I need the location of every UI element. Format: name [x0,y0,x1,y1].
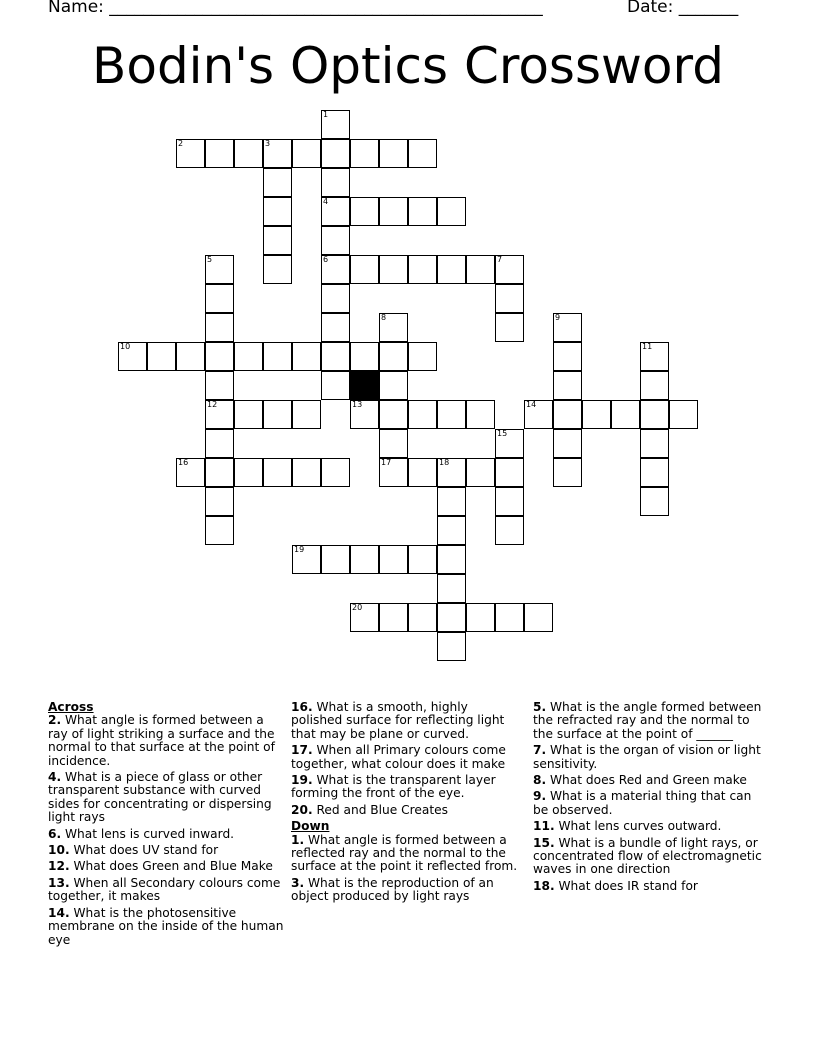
clue-number-label: 20. [291,802,313,817]
page-title: Bodin's Optics Crossword [92,37,724,95]
clue-item [533,744,769,771]
clue-item [48,877,284,904]
clue-column-1 [48,701,284,950]
clue-item [291,834,519,874]
grid-cell[interactable] [321,545,350,574]
clue-number-label: 18. [533,878,555,893]
grid-cell[interactable] [176,458,205,487]
clue-number: 20 [352,603,363,612]
grid-cell[interactable] [205,313,234,342]
clue-number-label: 1. [291,832,305,847]
grid-cell[interactable] [437,458,466,487]
clue-number: 17 [381,458,392,467]
grid-cell[interactable] [292,458,321,487]
grid-cell[interactable] [379,400,408,429]
grid-cell[interactable] [553,371,582,400]
clue-item [533,880,769,893]
clue-item [533,774,769,787]
grid-cell[interactable] [524,400,553,429]
grid-cell[interactable] [466,603,495,632]
grid-cell[interactable] [321,255,350,284]
grid-cell[interactable] [640,400,669,429]
grid-cell[interactable] [321,371,350,400]
grid-cell[interactable] [234,400,263,429]
clue-number-label: 10. [48,843,70,858]
grid-cell[interactable] [437,516,466,545]
clue-text: Red and Blue Creates [316,802,448,817]
grid-cell[interactable] [205,429,234,458]
clue-number: 2 [178,139,184,148]
clue-number-label: 8. [533,773,547,788]
clue-number: 3 [265,139,271,148]
clue-number-label: 12. [48,859,70,874]
grid-cell[interactable] [466,400,495,429]
grid-cell[interactable] [147,342,176,371]
grid-cell[interactable] [669,400,698,429]
grid-cell[interactable] [350,255,379,284]
clue-number-label: 7. [533,743,547,758]
clue-number: 18 [439,458,450,467]
grid-cell[interactable] [437,603,466,632]
grid-cell[interactable] [350,342,379,371]
clue-text: What is a bundle of light rays, or concentrated flow of electromagnetic waves in one direction [533,835,762,877]
grid-cell[interactable] [379,313,408,342]
grid-cell[interactable] [437,400,466,429]
clue-number: 4 [323,197,329,206]
grid-cell[interactable] [263,400,292,429]
grid-cell[interactable] [379,197,408,226]
grid-cell[interactable] [495,313,524,342]
clue-column-3 [533,701,769,896]
grid-cell[interactable] [553,429,582,458]
clue-item [291,744,519,771]
grid-cell[interactable] [408,458,437,487]
grid-cell[interactable] [321,458,350,487]
grid-cell[interactable] [292,342,321,371]
clue-number-label: 9. [533,789,547,804]
clue-item [48,714,284,768]
grid-cell[interactable] [205,284,234,313]
clue-item [533,701,769,741]
grid-cell[interactable] [263,168,292,197]
clue-number: 15 [497,429,508,438]
clue-item [533,837,769,877]
section-heading-down: Down [291,819,330,834]
grid-cell[interactable] [292,139,321,168]
grid-cell[interactable] [379,603,408,632]
clue-text: What is the reproduction of an object produced by light rays [291,875,494,904]
clue-item [291,877,519,904]
grid-cell[interactable] [263,255,292,284]
grid-cell[interactable] [437,574,466,603]
clue-number-label: 5. [533,700,547,714]
grid-cell[interactable] [205,342,234,371]
grid-cell[interactable] [176,342,205,371]
grid-cell[interactable] [640,458,669,487]
grid-cell[interactable] [379,545,408,574]
clue-item [533,820,769,833]
clue-number-label: 11. [533,819,555,834]
clue-text: What is the angle formed between the refracted ray and the normal to the surface at the point of ______ [533,700,762,741]
grid-cell[interactable] [205,371,234,400]
grid-cell[interactable] [495,487,524,516]
grid-cell[interactable] [437,487,466,516]
grid-cell[interactable] [640,342,669,371]
clue-text: What angle is formed between a reflected ray and the normal to the surface at the point it reflected from. [291,832,518,874]
grid-cell[interactable] [321,168,350,197]
grid-cell[interactable] [118,342,147,371]
clue-text: What does Green and Blue Make [73,859,273,874]
grid-cell[interactable] [408,400,437,429]
clue-number: 11 [642,342,653,351]
clue-text: What does UV stand for [73,843,219,858]
grid-cell[interactable] [379,139,408,168]
clue-text: What lens is curved inward. [65,826,235,841]
clue-item [291,701,519,741]
grid-cell[interactable] [350,603,379,632]
clue-text: What is a piece of glass or other transparent substance with curved sides for concentrating or dispersing light rays [48,770,272,825]
grid-cell[interactable] [611,400,640,429]
grid-cell[interactable] [379,371,408,400]
grid-cell[interactable] [408,197,437,226]
grid-cell[interactable] [205,400,234,429]
grid-cell[interactable] [205,139,234,168]
grid-cell[interactable] [263,139,292,168]
grid-cell[interactable] [437,197,466,226]
grid-cell[interactable] [263,197,292,226]
grid-cell[interactable] [321,313,350,342]
grid-cell[interactable] [437,255,466,284]
grid-cell[interactable] [582,400,611,429]
clue-text: What is the transparent layer forming the front of the eye. [291,773,496,801]
grid-cell[interactable] [321,197,350,226]
clue-item [533,790,769,817]
clue-number-label: 13. [48,875,70,890]
grid-cell[interactable] [263,226,292,255]
grid-cell[interactable] [408,255,437,284]
clue-number: 6 [323,255,329,264]
grid-cell[interactable] [408,545,437,574]
grid-cell[interactable] [495,458,524,487]
clue-item [291,774,519,801]
clue-text: What is a material thing that can be observed. [533,789,752,817]
name-field-label: Name: ___________________________________________________ [48,0,543,17]
grid-cell[interactable] [350,139,379,168]
grid-cell[interactable] [234,139,263,168]
clue-text: What is a smooth, highly polished surface for reflecting light that may be plane or curved. [291,700,505,741]
grid-cell[interactable] [176,139,205,168]
clue-number-label: 16. [291,700,313,714]
clue-number: 14 [526,400,537,409]
grid-cell[interactable] [553,313,582,342]
clue-number: 10 [120,342,131,351]
clue-item [48,860,284,873]
clue-number: 19 [294,545,305,554]
grid-cell[interactable] [321,226,350,255]
clue-number-label: 17. [291,743,313,758]
black-cell [350,371,379,400]
clue-text: What is the organ of vision or light sensitivity. [533,743,761,771]
clue-column-2 [291,701,519,907]
grid-cell[interactable] [437,632,466,661]
clue-number-label: 6. [48,826,62,841]
clue-number-label: 14. [48,905,70,920]
clue-number-label: 2. [48,713,62,728]
date-field-label: Date: _______ [627,0,739,17]
grid-cell[interactable] [321,139,350,168]
section-heading-across: Across [48,700,94,714]
grid-cell[interactable] [553,458,582,487]
grid-cell[interactable] [495,284,524,313]
clue-number: 1 [323,110,329,119]
clue-item [48,771,284,825]
grid-cell[interactable] [321,342,350,371]
grid-cell[interactable] [640,429,669,458]
clue-item [48,828,284,841]
clue-item [291,804,519,817]
grid-cell[interactable] [408,342,437,371]
grid-cell[interactable] [205,487,234,516]
clue-number-label: 3. [291,875,305,890]
clue-number: 9 [555,313,561,322]
grid-cell[interactable] [640,487,669,516]
clue-text: What is the photosensitive membrane on the inside of the human eye [48,905,284,947]
grid-cell[interactable] [234,458,263,487]
grid-cell[interactable] [379,255,408,284]
clue-number: 16 [178,458,189,467]
grid-cell[interactable] [234,342,263,371]
clue-text: What angle is formed between a ray of light striking a surface and the normal to that surface at the point of incidence. [48,713,275,768]
grid-cell[interactable] [205,255,234,284]
clue-text: When all Secondary colours come together, it makes [48,875,281,904]
grid-cell[interactable] [553,342,582,371]
grid-cell[interactable] [205,516,234,545]
clue-number-label: 15. [533,835,555,850]
grid-cell[interactable] [350,545,379,574]
grid-cell[interactable] [553,400,582,429]
grid-cell[interactable] [408,603,437,632]
grid-cell[interactable] [379,458,408,487]
clue-text: What does Red and Green make [550,773,747,788]
clue-text: What does IR stand for [558,878,698,893]
grid-cell[interactable] [524,603,553,632]
grid-cell[interactable] [321,284,350,313]
clue-number: 7 [497,255,503,264]
grid-cell[interactable] [379,429,408,458]
clue-item [48,907,284,947]
clue-number: 13 [352,400,363,409]
grid-cell[interactable] [205,458,234,487]
clue-number: 5 [207,255,213,264]
clue-number: 12 [207,400,218,409]
grid-cell[interactable] [379,342,408,371]
grid-cell[interactable] [350,197,379,226]
grid-cell[interactable] [495,603,524,632]
grid-cell[interactable] [263,458,292,487]
grid-cell[interactable] [350,400,379,429]
grid-cell[interactable] [495,429,524,458]
clue-number-label: 4. [48,770,62,785]
grid-cell[interactable] [321,110,350,139]
clue-text: What lens curves outward. [558,819,722,834]
grid-cell[interactable] [495,516,524,545]
clue-text: When all Primary colours come together, what colour does it make [291,743,506,771]
grid-cell[interactable] [466,255,495,284]
grid-cell[interactable] [263,342,292,371]
clue-item [48,844,284,857]
grid-cell[interactable] [466,458,495,487]
clue-number-label: 19. [291,773,313,788]
grid-cell[interactable] [495,255,524,284]
grid-cell[interactable] [437,545,466,574]
grid-cell[interactable] [292,400,321,429]
clue-number: 8 [381,313,387,322]
grid-cell[interactable] [640,371,669,400]
grid-cell[interactable] [292,545,321,574]
grid-cell[interactable] [408,139,437,168]
